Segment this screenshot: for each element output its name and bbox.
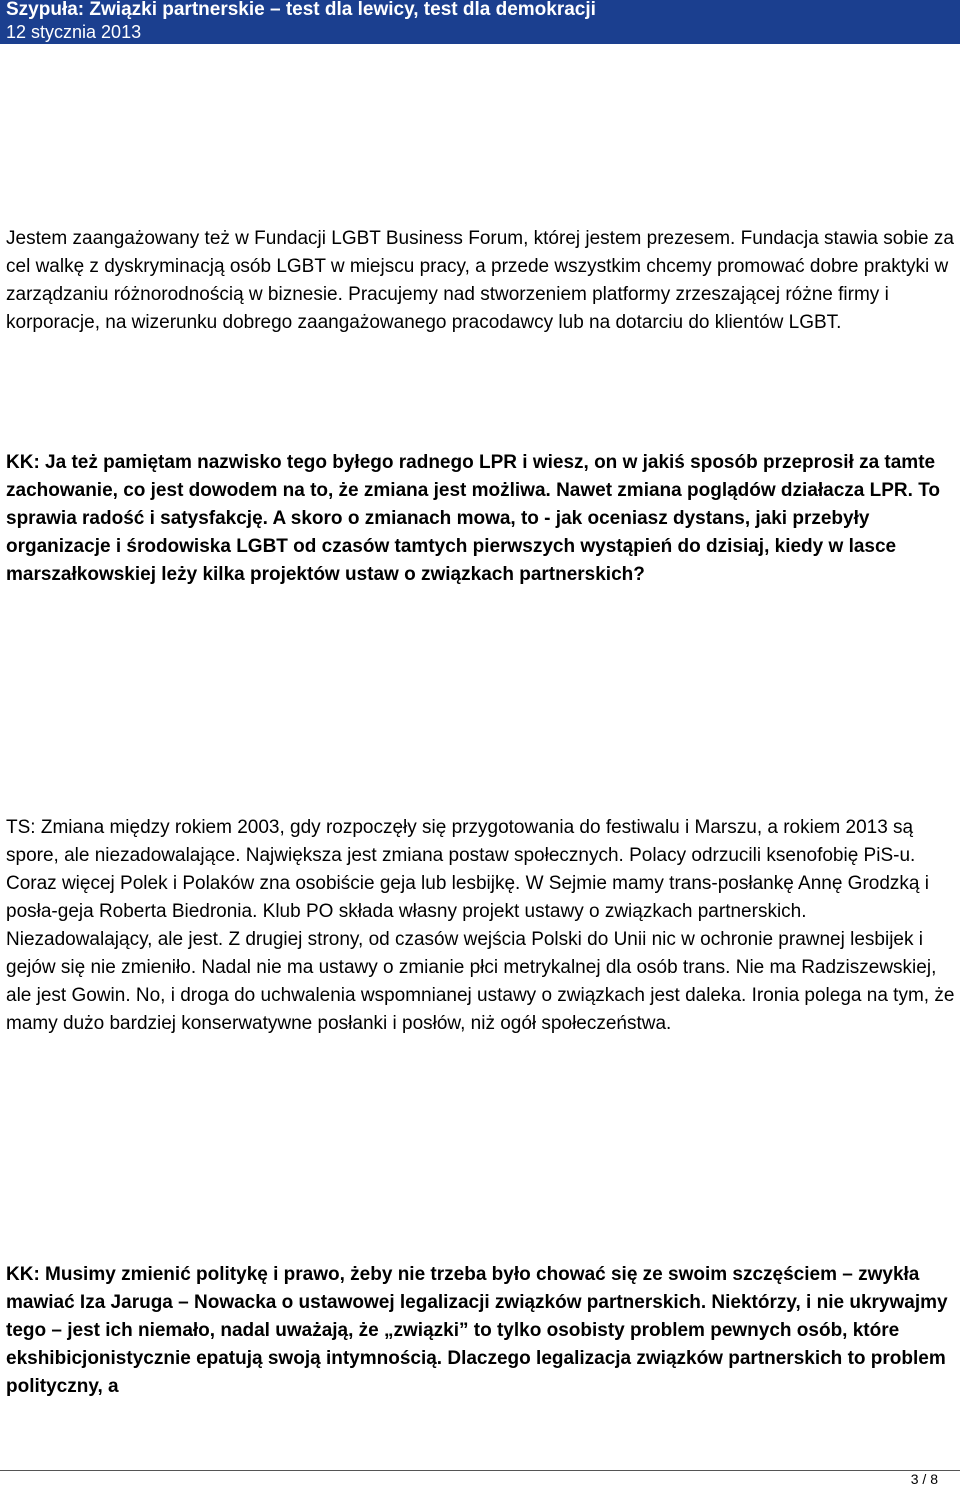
footer-divider <box>0 1470 960 1471</box>
document-title: Szypuła: Związki partnerskie – test dla lewicy, test dla demokracji <box>6 0 596 20</box>
document-date: 12 stycznia 2013 <box>6 22 142 42</box>
page-number: 3 / 8 <box>910 1471 938 1487</box>
paragraph-fundacja: Jestem zaangażowany też w Fundacji LGBT Business Forum, której jestem prezesem. Fundacja stawia sobie za cel walkę z dyskryminacją osób LGBT w miejscu pracy, a przede wszystkim chcemy promować dobre praktyki w zarządzaniu różnorodnością w biznesie. Pracujemy nad stworzeniem platformy zrzeszającej różne firmy i korporacje, na wizerunku dobrego zaangażowanego pracodawcy lub na dotarciu do klientów LGBT. <box>6 228 954 333</box>
paragraph-ts-answer: TS: Zmiana między rokiem 2003, gdy rozpoczęły się przygotowania do festiwalu i Marszu, a rokiem 2013 są spore, ale niezadowalające. Największa jest zmiana postaw społecznych. Polacy odrzucili ksenofobię PiS-u. Coraz więcej Polek i Polaków zna osobiście geja lub lesbijkę. W Sejmie mamy trans-posłankę Annę Grodzką i posła-geja Roberta Biedronia. Klub PO składa własny projekt ustawy o związkach partnerskich. Niezadowalający, ale jest. Z drugiej strony, od czasów wejścia Polski do Unii nic w ochronie prawnej lesbijek i gejów się nie zmieniło. Nadal nie ma ustawy o zmianie płci metrykalnej dla osób trans. Nie ma Radziszewskiej, ale jest Gowin. No, i droga do uchwalenia wspomnianej ustawy o związkach jest daleka. Ironia polega na tym, że mamy dużo bardziej konserwatywne posłanki i posłów, niż ogół społeczeństwa. <box>6 817 955 1034</box>
document-header <box>0 0 960 44</box>
paragraph-kk-question-2: KK: Musimy zmienić politykę i prawo, żeby nie trzeba było chować się ze swoim szczęściem – zwykła mawiać Iza Jaruga – Nowacka o ustawowej legalizacji związków partnerskich. Niektórzy, i nie ukrywajmy tego – jest ich niemało, nadal uważają, że „związki” to tylko osobisty problem pewnych osób, które ekshibicjonistycznie epatują swoją intymnością. Dlaczego legalizacja związków partnerskich to problem polityczny, a <box>6 1264 948 1397</box>
paragraph-kk-question-1: KK: Ja też pamiętam nazwisko tego byłego radnego LPR i wiesz, on w jakiś sposób przeprosił za tamte zachowanie, co jest dowodem na to, że zmiana jest możliwa. Nawet zmiana poglądów działacza LPR. To sprawia radość i satysfakcję. A skoro o zmianach mowa, to - jak oceniasz dystans, jaki przebyły organizacje i środowiska LGBT od czasów tamtych pierwszych wystąpień do dzisiaj, kiedy w lasce marszałkowskiej leży kilka projektów ustaw o związkach partnerskich? <box>6 452 941 585</box>
